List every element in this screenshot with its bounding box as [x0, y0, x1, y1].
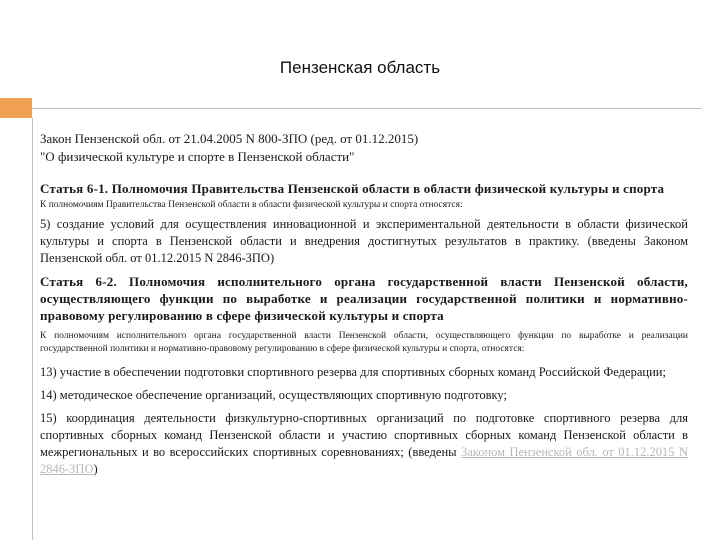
article-6-1-intro: К полномочиям Правительства Пензенской области в области физической культуры и спорта относятся:	[40, 200, 463, 210]
article-6-1-item-5: 5) создание условий для осуществления инновационной и экспериментальной деятельности в области физической культуры и спорта в Пензенской области и внедрения достигнутых результатов в практику. (введены Законом Пензенской обл. от 01.12.2015 N 2846-ЗПО)	[40, 217, 688, 265]
law-reference-line2: "О физической культуре и спорте в Пензенской области"	[40, 149, 355, 164]
slide-content	[40, 130, 688, 478]
article-6-2-item-15	[40, 410, 688, 478]
article-6-2-item-13: 13) участие в обеспечении подготовки спортивного резерва для спортивных сборных команд Российской Федерации;	[40, 365, 666, 379]
article-6-2-item-14: 14) методическое обеспечение организаций, осуществляющих спортивную подготовку;	[40, 388, 507, 402]
law-link[interactable]: Законом Пензенской обл. от 01.12.2015 N 2846-ЗПО	[40, 445, 688, 476]
vertical-rule	[32, 118, 33, 540]
horizontal-rule	[32, 108, 702, 109]
item-15-end: )	[93, 462, 98, 476]
item-15-text: 15) координация деятельности физкультурно-спортивных организаций по подготовке спортивного резерва для спортивных сборных команд Пензенской области и участию спортивных сборных команд Пензенской области в межрегиональных и во всероссийских спортивных соревнованиях; (введены	[40, 411, 688, 459]
article-6-2-heading: Статья 6-2. Полномочия исполнительного органа государственной власти Пензенской области, осуществляющего функции по выработке и реализации государственной политики и нормативно-правовому регулированию в сфере физической культуры и спорта	[40, 274, 688, 323]
law-reference-line1: Закон Пензенской обл. от 21.04.2005 N 800-ЗПО (ред. от 01.12.2015)	[40, 131, 419, 146]
accent-bar	[0, 98, 32, 118]
slide-title: Пензенская область	[279, 58, 441, 77]
article-6-1-heading: Статья 6-1. Полномочия Правительства Пензенской области в области физической культуры и спорта	[40, 181, 665, 196]
article-6-2-intro: К полномочиям исполнительного органа государственной власти Пензенской области, осуществляющего функции по выработке и реализации государственной политики и нормативно-правовому регулированию в сфере физической культуры и спорта, относятся:	[40, 331, 688, 354]
